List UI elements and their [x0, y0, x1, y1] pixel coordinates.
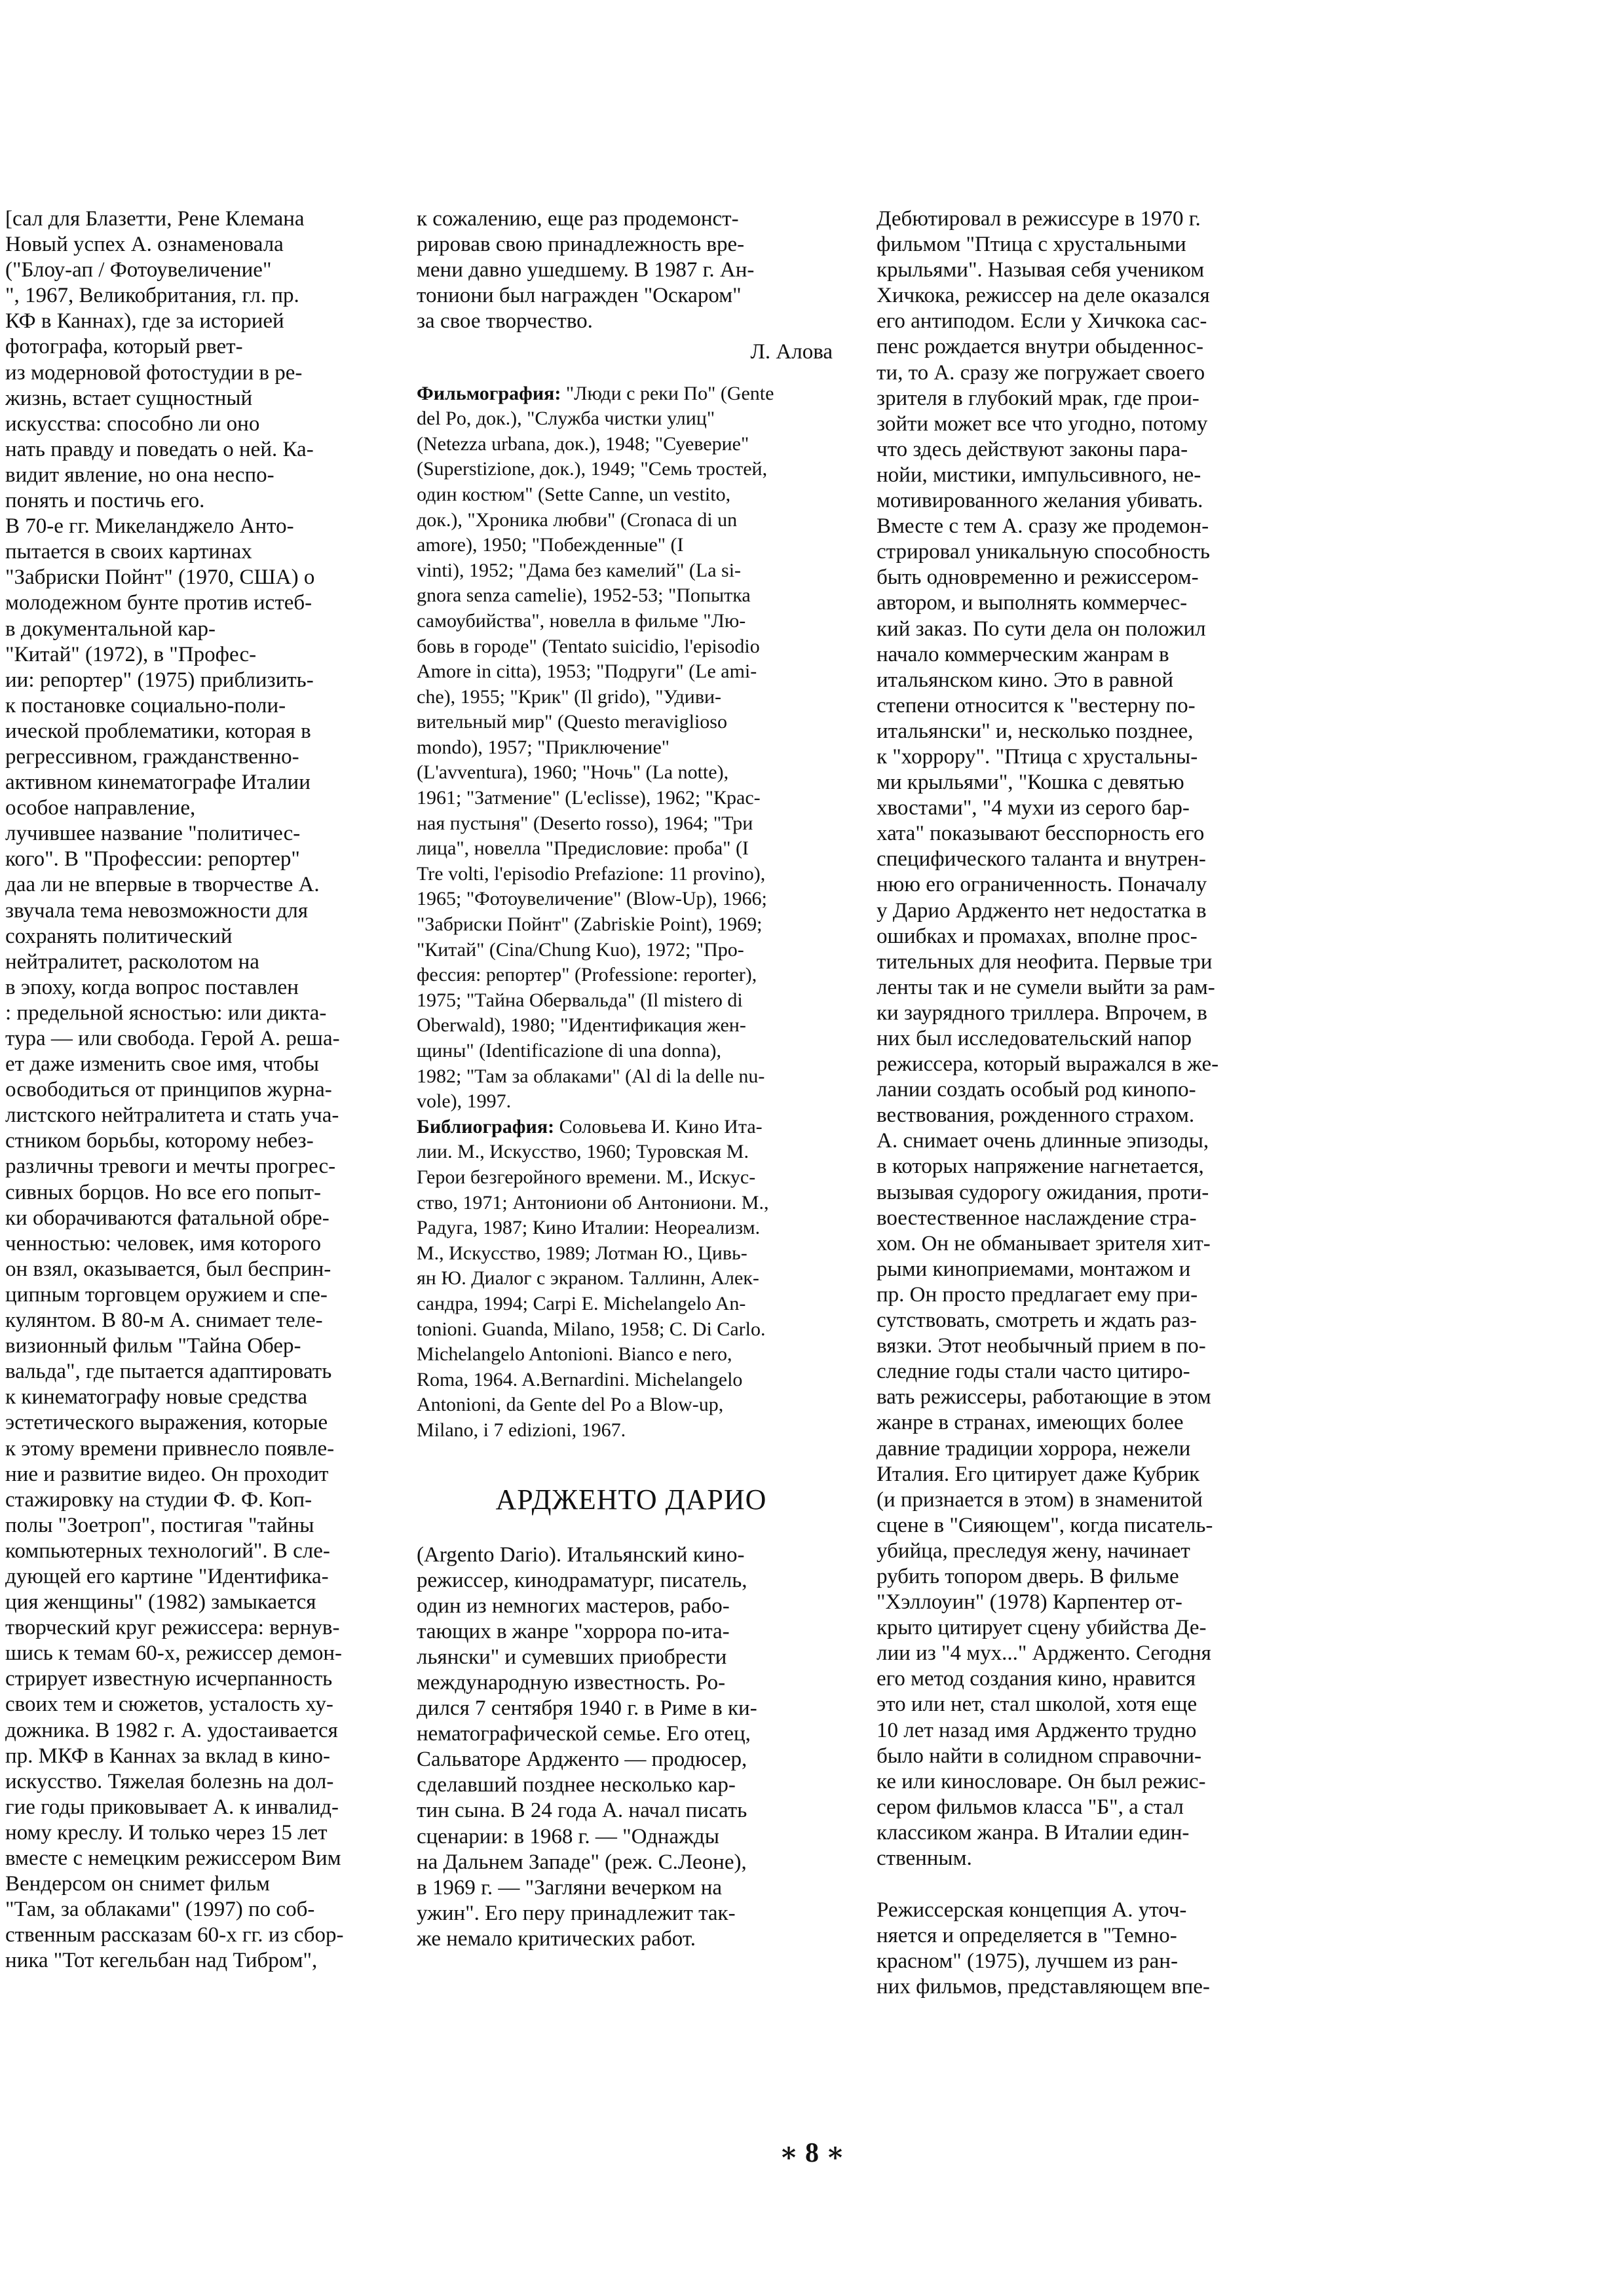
- author-signature: Л. Алова: [750, 340, 833, 364]
- text-line: автором, и выполнять коммерчес-: [877, 591, 1188, 615]
- text-line: сделавший позднее несколько кар-: [417, 1773, 736, 1797]
- text-line: них фильмов, представляющем впе-: [877, 1975, 1210, 1999]
- text-line: amore), 1950; "Побежденные" (I: [417, 534, 684, 556]
- text-line: ние и развитие видео. Он проходит: [5, 1462, 329, 1486]
- text-line: мотивированного желания убивать.: [877, 489, 1203, 513]
- text-line: сцене в "Сияющем", когда писатель-: [877, 1513, 1213, 1537]
- text-line: даа ли не впервые в творчестве А.: [5, 873, 320, 897]
- text-line: Вендерсом он снимет фильм: [5, 1872, 270, 1896]
- text-line: убийца, преследуя жену, начинает: [877, 1539, 1190, 1563]
- text-line: 1961; "Затмение" (L'eclisse), 1962; "Крас-: [417, 787, 761, 809]
- text-line: ян Ю. Диалог с экраном. Таллинн, Алек-: [417, 1267, 759, 1290]
- text-line: ошибках и промахах, вполне прос-: [877, 924, 1198, 948]
- text-line: степени относится к "вестерну по-: [877, 693, 1196, 718]
- text-line: давние традиции хоррора, нежели: [877, 1436, 1191, 1461]
- text-line: дующей его картине "Идентифика-: [5, 1564, 329, 1588]
- text-line: нойи, мистики, импульсивного, не-: [877, 463, 1201, 487]
- text-line: ная пустыня" (Deserto rosso), 1964; "Три: [417, 812, 753, 834]
- text-line: он взял, оказывается, был бесприн-: [5, 1257, 331, 1281]
- text-line: самоубийства", новелла в фильме "Лю-: [417, 609, 746, 632]
- text-line: Tre volti, l'episodio Prefazione: 11 provino),: [417, 862, 766, 885]
- text-line: воестественное наслаждение стра-: [877, 1206, 1197, 1230]
- text-line: Радуга, 1987; Кино Италии: Неореализм.: [417, 1217, 761, 1239]
- text-line: 1975; "Тайна Обервальда" (Il mistero di: [417, 989, 743, 1011]
- text-line: бовь в городе" (Tentato suicidio, l'episodio: [417, 635, 760, 657]
- text-line: в документальной кар-: [5, 617, 216, 641]
- text-line: (и признается в этом) в знаменитой: [877, 1487, 1203, 1512]
- text-line: на Дальнем Западе" (реж. С.Леоне),: [417, 1850, 747, 1874]
- text-line: международную известность. Ро-: [417, 1670, 726, 1694]
- text-line: 1965; "Фотоувеличение" (Blow-Up), 1966;: [417, 888, 767, 910]
- text-line: режиссер, кинодраматург, писатель,: [417, 1568, 747, 1592]
- text-line: нейтралитет, расколотом на: [5, 949, 259, 974]
- text-line: различны тревоги и мечты прогрес-: [5, 1155, 336, 1179]
- text-line: фессия: репортер" (Professione: reporter),: [417, 964, 757, 986]
- text-line: это или нет, стал школой, хотя еще: [877, 1693, 1198, 1717]
- text-line: итальянском кино. Это в равной: [877, 668, 1174, 692]
- bibliography-first-line: [417, 1115, 846, 1140]
- text-line: гие годы приковывает А. к инвалид-: [5, 1795, 339, 1819]
- antonioni-article-ending: [417, 206, 846, 334]
- text-line: ", 1967, Великобритания, гл. пр.: [5, 284, 299, 308]
- text-line: искусства: способно ли оно: [5, 411, 260, 436]
- text-line: его метод создания кино, нравится: [877, 1667, 1196, 1691]
- text-line: в которых напряжение нагнетается,: [877, 1155, 1204, 1179]
- text-line: крыльями". Называя себя учеником: [877, 258, 1205, 282]
- text-line: освободиться от принципов журна-: [5, 1078, 332, 1102]
- text-line: молодежном бунте против истеб-: [5, 591, 312, 615]
- text-line: del Po, док.), "Служба чистки улиц": [417, 408, 715, 430]
- text-line: к сожалению, еще раз продемонст-: [417, 207, 739, 231]
- text-line: (Argento Dario). Итальянский кино-: [417, 1542, 745, 1567]
- text-line: няется и определяется в "Темно-: [877, 1924, 1177, 1948]
- text-line: ки заурядного триллера. Впрочем, в: [877, 1001, 1207, 1025]
- text-line: вать режиссеры, работающие в этом: [877, 1385, 1211, 1409]
- text-line: быть одновременно и режиссером-: [877, 565, 1199, 590]
- text-line: видит явление, но она неспо-: [5, 463, 274, 487]
- text-line: нать правду и поведать о ней. Ка-: [5, 437, 314, 461]
- text-line: к постановке социально-поли-: [5, 693, 286, 718]
- text-line: мени давно ушедшему. В 1987 г. Ан-: [417, 258, 755, 282]
- text-line: звучала тема невозможности для: [5, 898, 308, 923]
- text-line: дился 7 сентября 1940 г. в Риме в ки-: [417, 1696, 757, 1721]
- argento-article-continuation: [877, 206, 1335, 1871]
- text-line: 10 лет назад имя Ардженто трудно: [877, 1718, 1197, 1742]
- text-line: регрессивном, гражданственно-: [5, 744, 299, 769]
- text-line: следние годы стали часто цитиро-: [877, 1360, 1190, 1384]
- text-line: шись к темам 60-х, режиссер демон-: [5, 1641, 342, 1666]
- text-line: Amore in citta), 1953; "Подруги" (Le ami-: [417, 660, 757, 683]
- text-line: Дебютировал в режиссуре в 1970 г.: [877, 207, 1201, 231]
- text-line: "Забриски Пойнт" (Zabriskie Point), 1969;: [417, 913, 763, 936]
- text-line: ужин". Его перу принадлежит так-: [417, 1901, 736, 1925]
- text-line: итальянски" и, несколько позднее,: [877, 719, 1194, 743]
- text-line: (Superstizione, док.), 1949; "Семь тростей,: [417, 458, 768, 480]
- text-line: Режиссерская концепция А. уточ-: [877, 1898, 1187, 1923]
- text-line: же немало критических работ.: [417, 1926, 696, 1951]
- text-line: искусство. Тяжелая болезнь на дол-: [5, 1769, 334, 1793]
- text-line: пенс рождается внутри обыденнос-: [877, 335, 1203, 359]
- text-line: них был исследовательский напор: [877, 1027, 1192, 1050]
- text-line: пр. МКФ в Каннах за вклад в кино-: [5, 1744, 331, 1768]
- text-line: компьютерных технологий". В сле-: [5, 1539, 330, 1563]
- text-line: зойти может все что угодно, потому: [877, 411, 1208, 436]
- text-line: Antonioni, da Gente del Po a Blow-up,: [417, 1394, 724, 1416]
- text-line: рыми киноприемами, монтажом и: [877, 1257, 1191, 1281]
- text-line: ченностью: человек, имя которого: [5, 1231, 321, 1255]
- text-line: фотографа, который рвет-: [5, 335, 243, 359]
- text-line: в 1969 г. — "Загляни вечерком на: [417, 1875, 722, 1900]
- text-line: ника "Тот кегельбан над Тибром",: [5, 1949, 318, 1973]
- text-line: его антиподом. Если у Хичкока сас-: [877, 309, 1207, 334]
- paragraph-gap: [877, 1871, 1335, 1898]
- text-line: нюю его ограниченность. Поначалу: [877, 873, 1207, 897]
- text-line: : предельной ясностью: или дикта-: [5, 1001, 327, 1025]
- text-line: сивных борцов. Но все его попыт-: [5, 1180, 321, 1204]
- text-line: начало коммерческим жанрам в: [877, 642, 1169, 666]
- text-line: Италия. Его цитирует даже Кубрик: [877, 1462, 1200, 1486]
- text-line: стрирует известную исчерпанность: [5, 1667, 333, 1691]
- text-line: крыто цитирует сцену убийства Де-: [877, 1616, 1207, 1640]
- text-line: один из немногих мастеров, рабо-: [417, 1594, 730, 1618]
- text-line: особое направление,: [5, 796, 196, 820]
- text-line: ической проблематики, которая в: [5, 719, 311, 743]
- text-line: творческий круг режиссера: вернув-: [5, 1616, 340, 1640]
- text-line: полы "Зоетроп", постигая "тайны: [5, 1513, 314, 1537]
- text-line: ки оборачиваются фатальной обре-: [5, 1206, 330, 1230]
- text-line: лии из "4 мух..." Ардженто. Сегодня: [877, 1641, 1211, 1666]
- text-line: жизнь, встает сущностный: [5, 386, 253, 410]
- text-line: пр. Он просто предлагает ему при-: [877, 1282, 1198, 1307]
- text-line: визионный фильм "Тайна Обер-: [5, 1334, 301, 1358]
- text-line: Oberwald), 1980; "Идентификация жен-: [417, 1014, 746, 1037]
- text-line: mondo), 1957; "Приключение": [417, 736, 670, 758]
- argento-article-next-paragraph: [877, 1898, 1335, 2000]
- text-line: Michelangelo Antonioni. Bianco e nero,: [417, 1343, 732, 1366]
- text-line: что здесь действуют законы пара-: [877, 437, 1188, 461]
- text-line: ципным торговцем оружием и спе-: [5, 1282, 328, 1307]
- bibliography-label: Библиография:: [417, 1115, 555, 1138]
- text-line: лании создать особый род кинопо-: [877, 1078, 1196, 1102]
- text-line: рубить топором дверь. В фильме: [877, 1564, 1179, 1588]
- bibliography-first-text: Соловьева И. Кино Ита-: [554, 1115, 763, 1138]
- text-line: ному креслу. И только через 15 лет: [5, 1820, 328, 1845]
- text-line: М., Искусство, 1989; Лотман Ю., Цивь-: [417, 1242, 747, 1264]
- text-line: ии: репортер" (1975) приблизить-: [5, 668, 314, 692]
- text-line: дожника. В 1982 г. А. удостаивается: [5, 1718, 338, 1742]
- filmography-first-text: "Люди с реки По" (Gente: [561, 382, 774, 404]
- text-line: (Netezza urbana, док.), 1948; "Суеверие": [417, 432, 749, 455]
- text-line: vinti), 1952; "Дама без камелий" (La si-: [417, 559, 742, 581]
- text-line: сандра, 1994; Carpi E. Michelangelo An-: [417, 1292, 746, 1314]
- text-line: сохранять политический: [5, 924, 233, 948]
- text-line: понять и постичь его.: [5, 489, 205, 513]
- text-line: в эпоху, когда вопрос поставлен: [5, 975, 299, 999]
- text-column-right: [877, 206, 1335, 2000]
- text-line: режиссера, который выражался в же-: [877, 1052, 1219, 1077]
- text-line: ти, то А. сразу же погружает своего: [877, 360, 1205, 385]
- text-line: "Китай" (Cina/Chung Kuo), 1972; "Про-: [417, 938, 744, 961]
- text-line: В 70-е гг. Микеланджело Анто-: [5, 514, 294, 539]
- text-line: сценарии: в 1968 г. — "Однажды: [417, 1824, 719, 1848]
- text-line: КФ в Каннах), где за историей: [5, 309, 284, 334]
- text-line: ке или кинословаре. Он был режис-: [877, 1769, 1206, 1793]
- text-line: красном" (1975), лучшем из ран-: [877, 1949, 1178, 1974]
- text-line: лучившее название "политичес-: [5, 822, 301, 846]
- text-line: tonioni. Guanda, Milano, 1958; C. Di Carlo.: [417, 1318, 766, 1340]
- text-line: лица", новелла "Предисловие: проба" (I: [417, 837, 749, 860]
- text-line: Сальваторе Ардженто — продюсер,: [417, 1748, 747, 1772]
- text-line: жанре в странах, имеющих более: [877, 1411, 1184, 1435]
- text-line: тура — или свобода. Герой А. реша-: [5, 1027, 340, 1050]
- text-line: льянски" и сумевших приобрести: [417, 1645, 727, 1669]
- text-line: вместе с немецким режиссером Вим: [5, 1846, 341, 1870]
- text-line: "Забриски Пойнт" (1970, США) о: [5, 565, 315, 590]
- text-line: ство, 1971; Антониони об Антониони. М.,: [417, 1191, 769, 1214]
- text-line: кий заказ. По сути дела он положил: [877, 617, 1206, 641]
- text-line: "Там, за облаками" (1997) по соб-: [5, 1898, 315, 1922]
- text-line: (L'avventura), 1960; "Ночь" (La notte),: [417, 761, 729, 784]
- text-line: активном кинематографе Италии: [5, 771, 311, 795]
- filmography-first-line: [417, 381, 846, 407]
- text-line: вязки. Этот необычный прием в по-: [877, 1334, 1206, 1358]
- filmography-list: [417, 406, 846, 1115]
- text-line: ми крыльями", "Кошка с девятью: [877, 771, 1184, 795]
- text-line: ция женщины" (1982) замыкается: [5, 1590, 316, 1615]
- text-line: Roma, 1964. A.Bernardini. Michelangelo: [417, 1368, 743, 1390]
- text-line: лии. М., Искусство, 1960; Туровская М.: [417, 1141, 749, 1163]
- text-line: тающих в жанре "хоррора по-ита-: [417, 1619, 730, 1643]
- text-column-middle: [417, 206, 846, 1952]
- text-line: за свое творчество.: [417, 309, 593, 334]
- text-line: пытается в своих картинах: [5, 540, 252, 564]
- text-line: зрителя в глубокий мрак, где прои-: [877, 386, 1199, 410]
- text-line: сутствовать, смотреть и ждать раз-: [877, 1309, 1197, 1333]
- text-line: у Дарио Ардженто нет недостатка в: [877, 898, 1207, 923]
- text-line: классиком жанра. В Италии един-: [877, 1820, 1190, 1845]
- text-line: рировав свою принадлежность вре-: [417, 233, 745, 257]
- text-line: ет даже изменить свое имя, чтобы: [5, 1052, 319, 1077]
- text-line: ственным.: [877, 1846, 972, 1870]
- text-line: к этому времени привнесло появле-: [5, 1436, 335, 1461]
- text-line: vole), 1997.: [417, 1090, 512, 1113]
- text-line: тин сына. В 24 года А. начал писать: [417, 1799, 747, 1823]
- text-line: стрировал уникальную способность: [877, 540, 1210, 564]
- text-line: стажировку на студии Ф. Ф. Коп-: [5, 1487, 312, 1512]
- text-line: тительных для неофита. Первые три: [877, 949, 1213, 974]
- text-line: Новый успех А. ознаменовала: [5, 233, 284, 257]
- text-line: Milano, i 7 edizioni, 1967.: [417, 1419, 626, 1441]
- text-line: А. снимает очень длинные эпизоды,: [877, 1129, 1209, 1153]
- text-line: листского нейтралитета и стать уча-: [5, 1103, 339, 1128]
- text-line: тониони был награжден "Оскаром": [417, 284, 742, 308]
- text-line: специфического таланта и внутрен-: [877, 847, 1206, 871]
- text-line: вызывая судорогу ожидания, проти-: [877, 1180, 1209, 1204]
- text-line: сером фильмов класса "Б", а стал: [877, 1795, 1184, 1819]
- text-line: фильмом "Птица с хрустальными: [877, 233, 1186, 257]
- text-line: к "хоррору". "Птица с хрустальны-: [877, 744, 1198, 769]
- text-line: "Хэллоуин" (1978) Карпентер от-: [877, 1590, 1182, 1615]
- text-line: [сал для Блазетти, Рене Клемана: [5, 207, 305, 231]
- text-line: док.), "Хроника любви" (Cronaca di un: [417, 508, 738, 531]
- text-line: ("Блоу-ап / Фотоувеличение": [5, 258, 272, 282]
- text-line: хата" показывают бесспорность его: [877, 822, 1205, 846]
- text-line: щины" (Identificazione di una donna),: [417, 1040, 721, 1062]
- text-line: вительный мир" (Questo meraviglioso: [417, 711, 727, 733]
- page-number: ∗ 8 ∗: [779, 2138, 845, 2168]
- text-line: вествования, рожденного страхом.: [877, 1103, 1195, 1128]
- text-line: кулянтом. В 80-м А. снимает теле-: [5, 1309, 323, 1333]
- text-line: эстетического выражения, которые: [5, 1411, 328, 1435]
- text-line: стником борьбы, которому небез-: [5, 1129, 314, 1153]
- text-line: che), 1955; "Крик" (Il grido), "Удиви-: [417, 685, 722, 708]
- text-line: ственным рассказам 60-х гг. из сбор-: [5, 1923, 344, 1947]
- filmography-label: Фильмография:: [417, 382, 561, 404]
- text-line: хом. Он не обманывает зрителя хит-: [877, 1231, 1211, 1255]
- bibliography-list: [417, 1139, 846, 1443]
- argento-article-start: [417, 1542, 846, 1953]
- text-line: gnora senza camelie), 1952-53; "Попытка: [417, 584, 751, 607]
- text-line: хвостами", "4 мухи из серого бар-: [877, 796, 1190, 820]
- text-line: из модерновой фотостудии в ре-: [5, 360, 303, 385]
- text-line: вальда", где пытается адаптировать: [5, 1360, 332, 1384]
- text-line: Вместе с тем А. сразу же продемон-: [877, 514, 1209, 539]
- text-line: к кинематографу новые средства: [5, 1385, 308, 1409]
- text-line: 1982; "Там за облаками" (Al di la delle nu-: [417, 1065, 765, 1087]
- text-column-left: [5, 206, 388, 1974]
- text-line: было найти в солидном справочни-: [877, 1744, 1201, 1768]
- text-line: один костюм" (Sette Canne, un vestito,: [417, 483, 731, 505]
- text-line: Герои безгеройного времени. М., Искус-: [417, 1166, 756, 1188]
- text-line: ленты так и не сумели выйти за рам-: [877, 975, 1215, 999]
- text-line: "Китай" (1972), в "Профес-: [5, 642, 257, 666]
- text-line: своих тем и сюжетов, усталость ху-: [5, 1693, 333, 1717]
- text-line: Хичкока, режиссер на деле оказался: [877, 284, 1210, 308]
- text-line: кого". В "Профессии: репортер": [5, 847, 300, 871]
- text-line: нематографической семье. Его отец,: [417, 1722, 751, 1746]
- article-heading: АРДЖЕНТО ДАРИО: [495, 1483, 767, 1516]
